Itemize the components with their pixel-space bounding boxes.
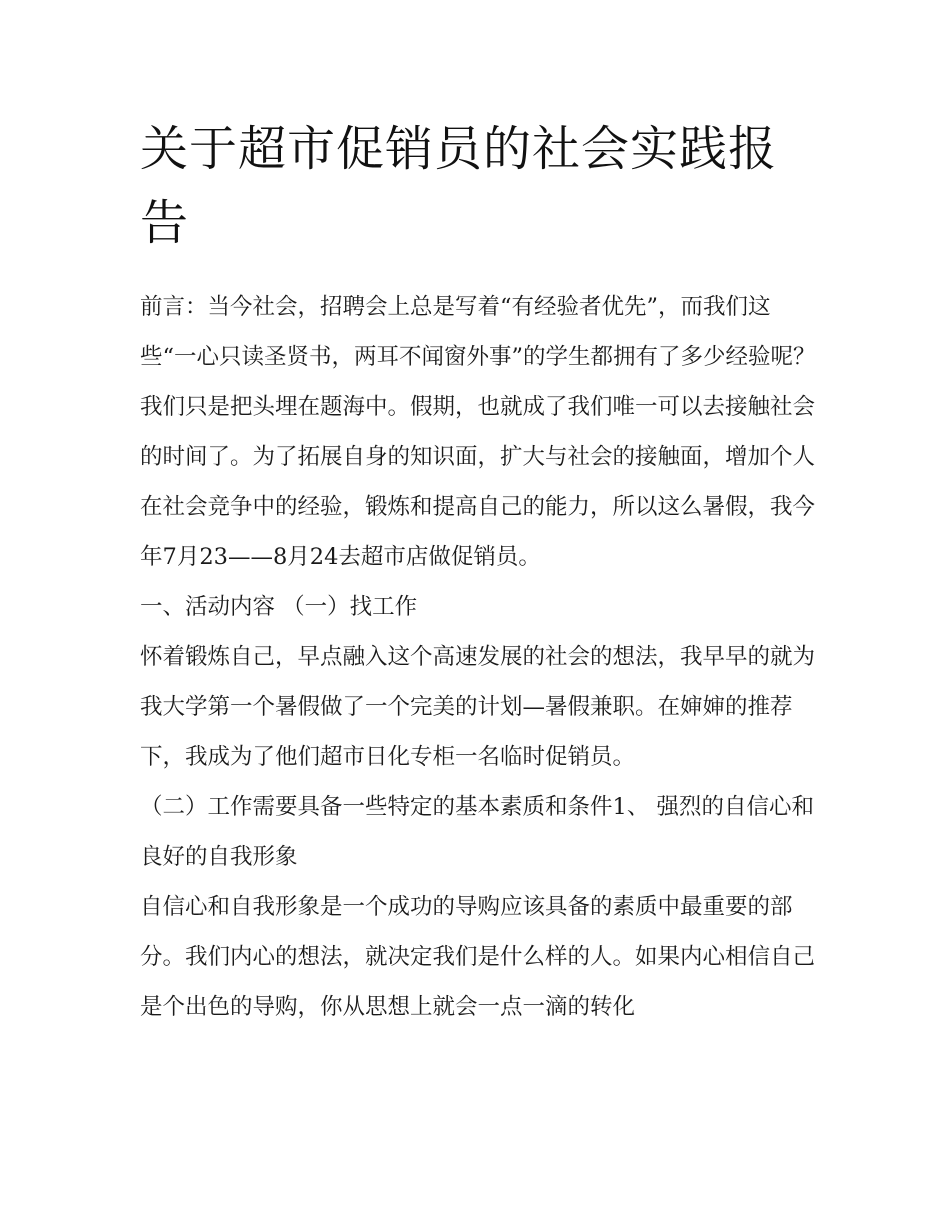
paragraph-job-search: 怀着锻炼自己，早点融入这个高速发展的社会的想法，我早早的就为我大学第一个暑假做了一个完美的计划—暑假兼职。在婶婶的推荐下，我成为了他们超市日化专柜一名临时促销员。 [140, 644, 816, 770]
document-title: 关于超市促销员的社会实践报告 [140, 121, 778, 251]
section-heading-requirements: （二）工作需要具备一些特定的基本素质和条件1、 强烈的自信心和良好的自我形象 [140, 794, 814, 870]
document-body [140, 282, 820, 1032]
paragraph-preface: 前言：当今社会，招聘会上总是写着“有经验者优先”，而我们这些“一心只读圣贤书，两耳不闻窗外事”的学生都拥有了多少经验呢？我们只是把头埋在题海中。假期，也就成了我们唯一可以去接触社会的时间了。为了拓展自身的知识面，扩大与社会的接触面，增加个人在社会竞争中的经验，锻炼和提高自己的能力，所以这么暑假，我今年7月23——8月24去超市店做促销员。 [140, 294, 816, 570]
paragraph-self-confidence: 自信心和自我形象是一个成功的导购应该具备的素质中最重要的部分。我们内心的想法，就决定我们是什么样的人。如果内心相信自己是个出色的导购，你从思想上就会一点一滴的转化 [140, 894, 816, 1020]
section-heading-activity: 一、活动内容 （一）找工作 [140, 594, 418, 620]
